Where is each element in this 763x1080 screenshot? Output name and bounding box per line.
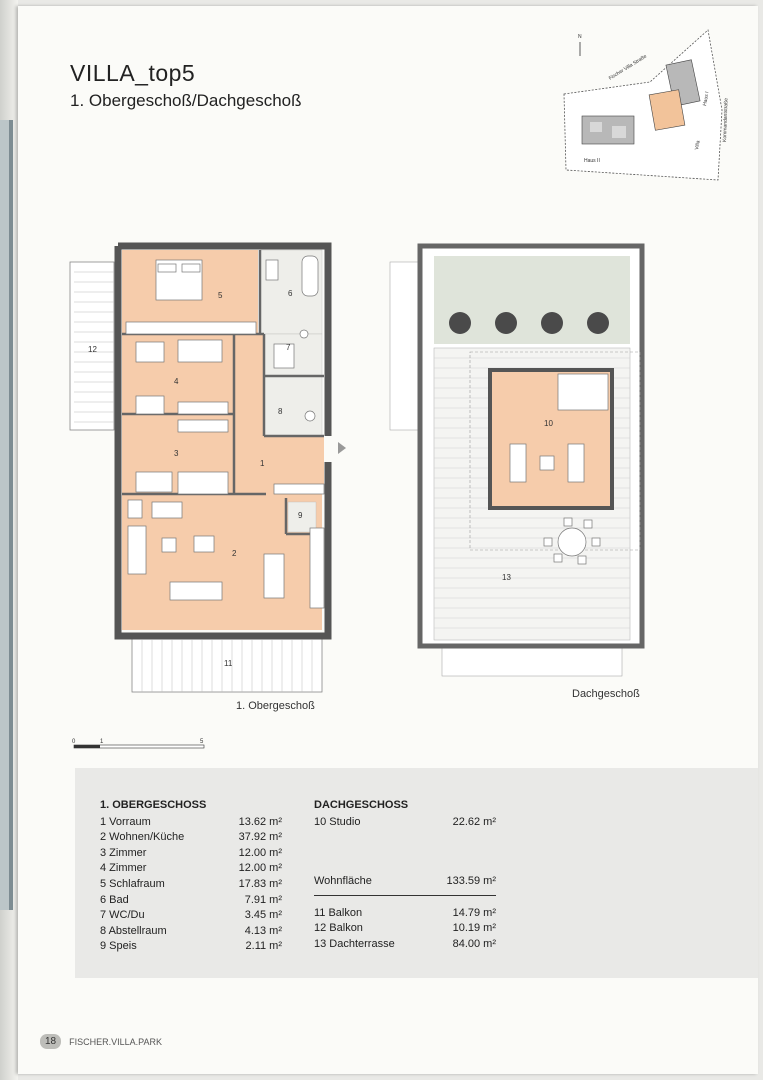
room-number-7: 7 xyxy=(286,343,291,352)
road-label: Kommandantstraße xyxy=(722,97,730,143)
scale-tick-5: 5 xyxy=(200,739,204,745)
area-row: 2 Wohnen/Küche 37.92 m² xyxy=(100,831,282,844)
room-number-1: 1 xyxy=(260,459,265,468)
area-row: 11 Balkon 14.79 m² xyxy=(314,906,496,919)
room-number-12: 12 xyxy=(88,345,97,354)
dachgeschoss-area-list xyxy=(314,798,496,953)
villa-block[interactable] xyxy=(649,90,685,131)
brand-name: FISCHER.VILLA.PARK xyxy=(69,1036,162,1047)
north-arrow xyxy=(578,34,582,56)
haus1-label: Haus I xyxy=(702,91,711,107)
area-row: 8 Abstellraum 4.13 m² xyxy=(100,924,282,937)
room-number-10: 10 xyxy=(544,419,553,428)
area-row: 9 Speis 2.11 m² xyxy=(100,940,282,953)
dg-heading: DACHGESCHOSS xyxy=(314,799,409,811)
obergeschoss-caption: 1. Obergeschoß xyxy=(236,700,315,712)
street-label: Fischer Villa Straße xyxy=(607,53,648,82)
villa-label: Villa xyxy=(694,140,702,151)
entrance-arrow xyxy=(338,442,346,454)
obergeschoss-area-list xyxy=(100,798,282,955)
north-label: N xyxy=(578,34,582,40)
room-number-11: 11 xyxy=(224,659,233,668)
haus2-block xyxy=(582,116,634,144)
room-number-4: 4 xyxy=(174,377,179,386)
room-number-6: 6 xyxy=(288,289,293,298)
area-row: 6 Bad 7.91 m² xyxy=(100,893,282,906)
dachgeschoss-caption: Dachgeschoß xyxy=(572,688,640,700)
page-subtitle: 1. Obergeschoß/Dachgeschoß xyxy=(70,91,302,110)
room-number-2: 2 xyxy=(232,549,237,558)
area-row: 7 WC/Du 3.45 m² xyxy=(100,909,282,922)
room-number-8: 8 xyxy=(278,407,283,416)
page-title: VILLA_top5 xyxy=(70,60,196,86)
area-row: 4 Zimmer 12.00 m² xyxy=(100,862,282,875)
wohnflaeche-row: Wohnfläche 133.59 m² xyxy=(314,875,496,888)
area-row: 10 Studio 22.62 m² xyxy=(314,815,496,828)
room-number-13: 13 xyxy=(502,573,511,582)
area-row: 1 Vorraum 13.62 m² xyxy=(100,815,282,828)
scale-tick-0: 0 xyxy=(72,739,76,745)
room-number-5: 5 xyxy=(218,291,223,300)
room-number-9: 9 xyxy=(298,511,303,520)
page-footer xyxy=(40,1034,162,1049)
area-row: 13 Dachterrasse 84.00 m² xyxy=(314,937,496,950)
area-row: 5 Schlafraum 17.83 m² xyxy=(100,877,282,890)
area-row: 3 Zimmer 12.00 m² xyxy=(100,846,282,859)
area-row: 12 Balkon 10.19 m² xyxy=(314,922,496,935)
og-heading: 1. OBERGESCHOSS xyxy=(100,799,207,811)
page-edge-stripe xyxy=(0,120,9,910)
floor-plan-dachgeschoss xyxy=(386,236,662,686)
scale-bar xyxy=(70,736,220,752)
scale-tick-1: 1 xyxy=(100,739,104,745)
room-number-3: 3 xyxy=(174,449,179,458)
site-plan xyxy=(560,22,730,182)
page-number: 18 xyxy=(40,1034,61,1049)
floor-plan-obergeschoss xyxy=(66,236,356,696)
page-edge-stripe-dark xyxy=(9,120,13,910)
haus2-label: Haus II xyxy=(584,158,600,164)
